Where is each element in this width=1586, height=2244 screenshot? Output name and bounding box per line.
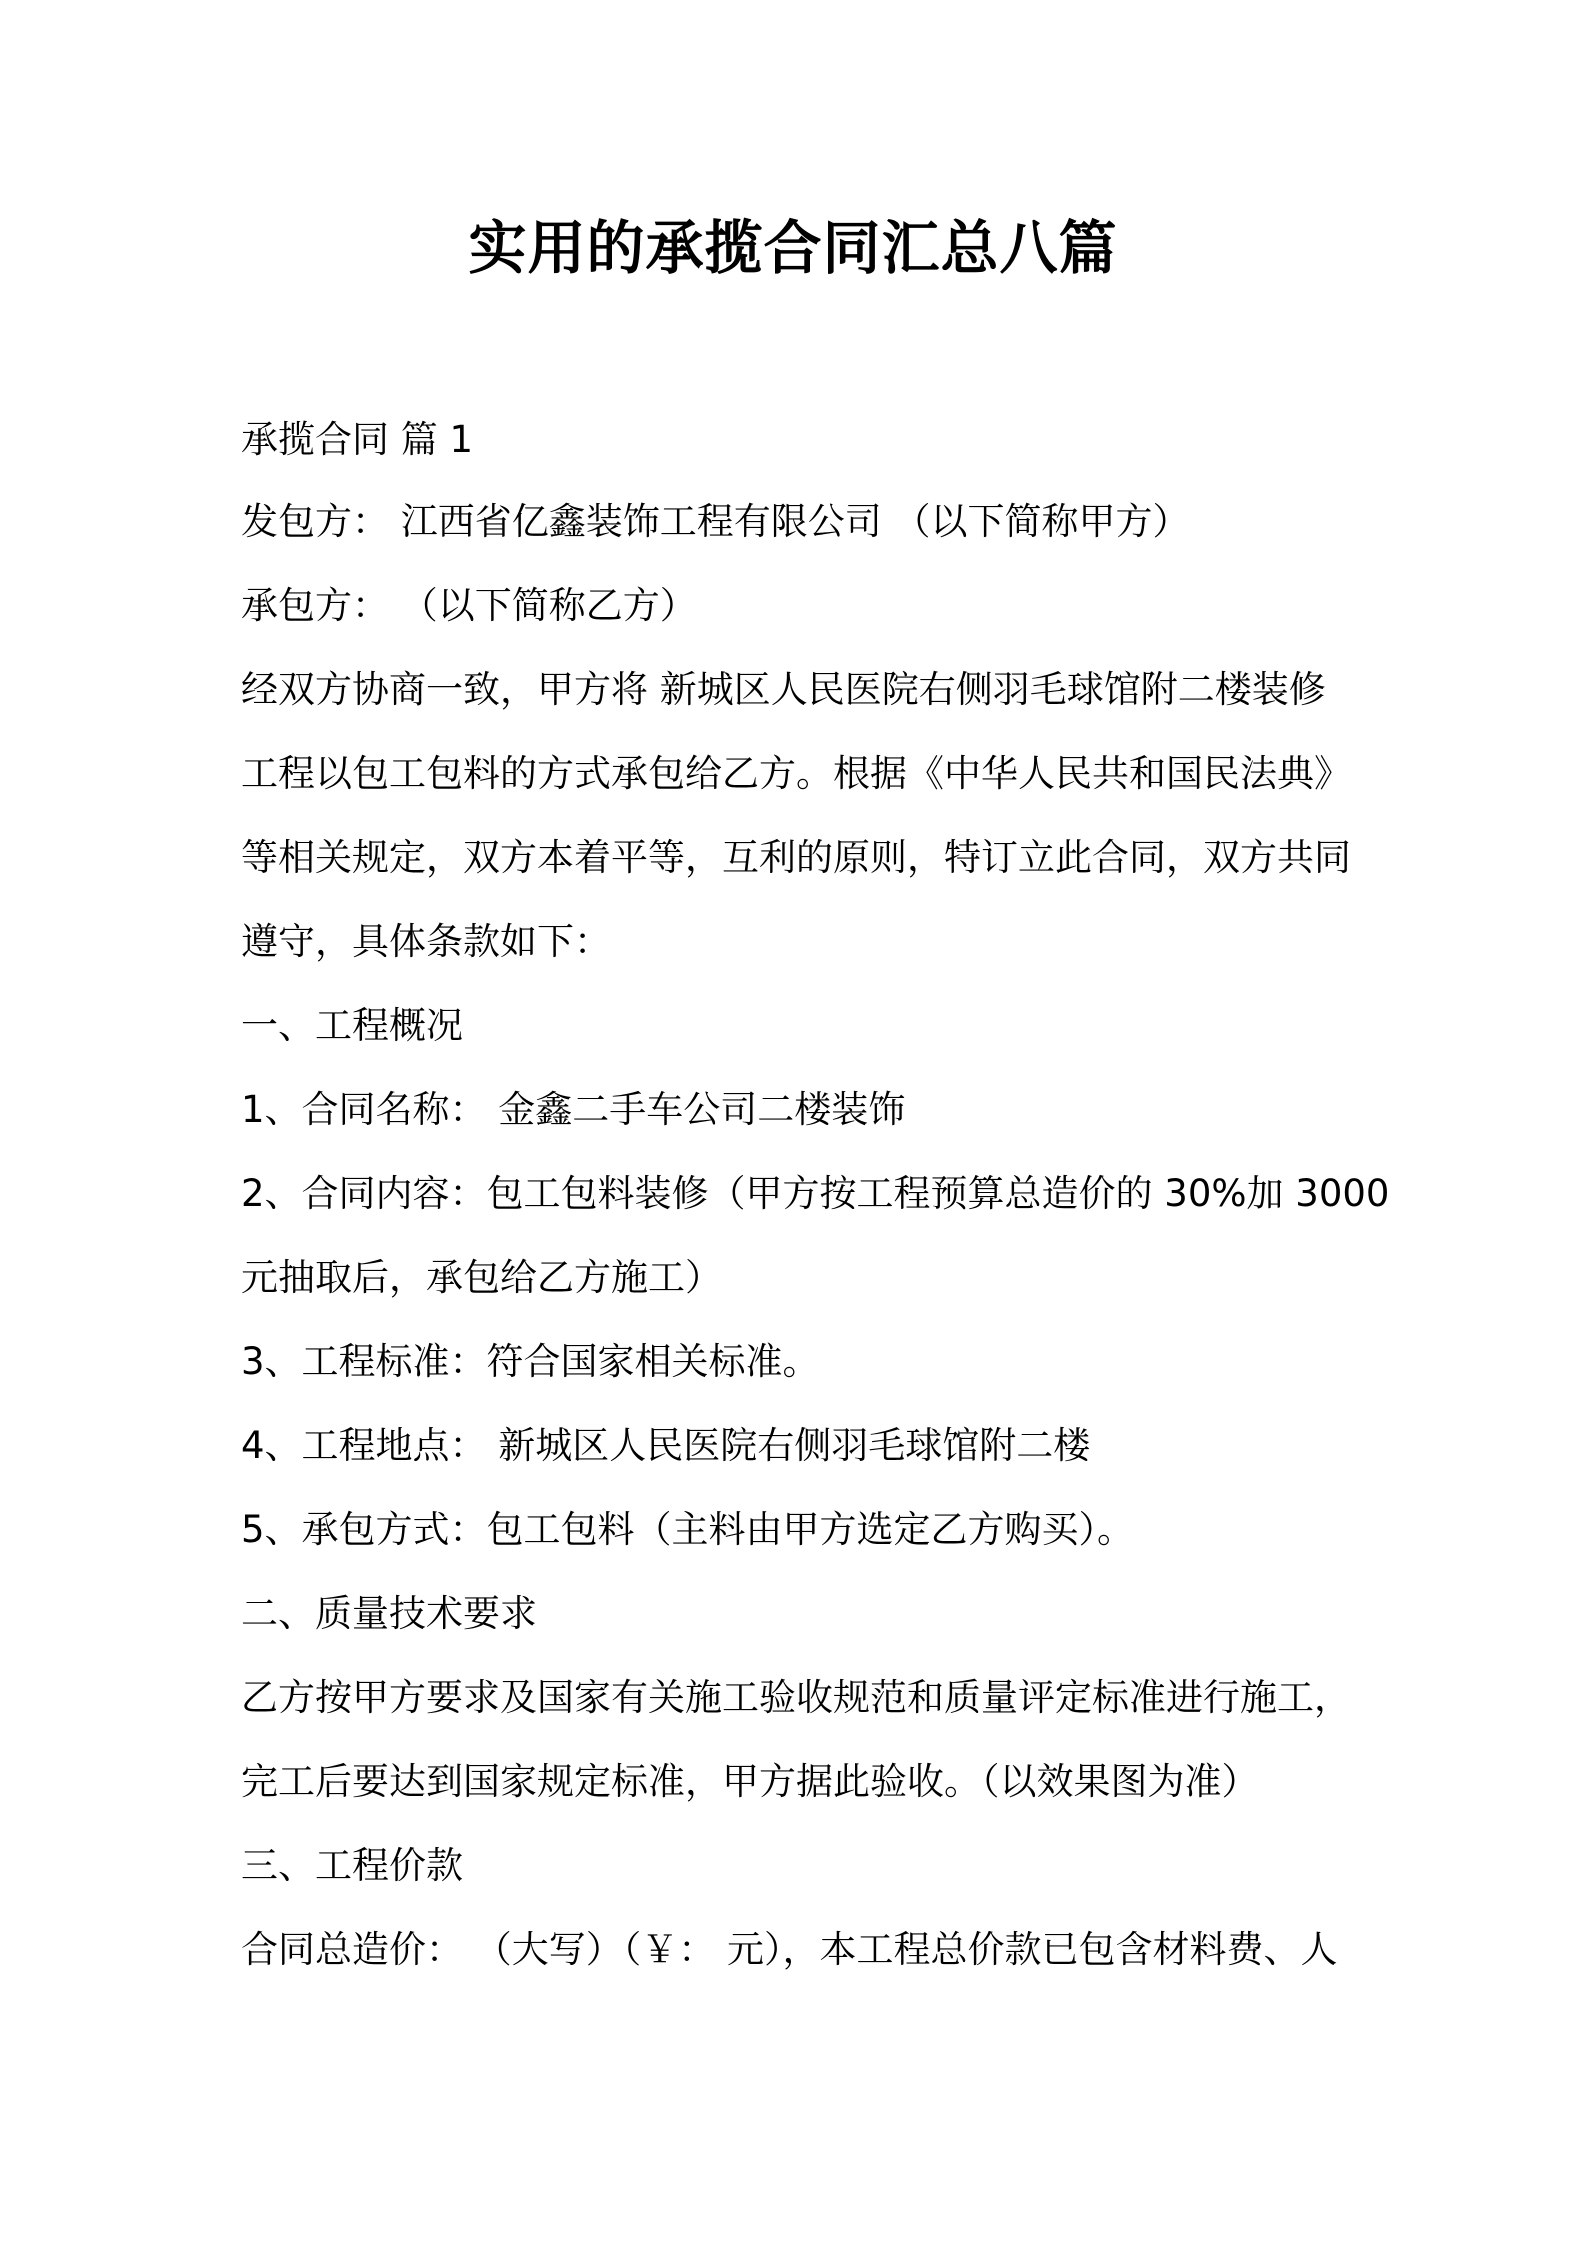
clause-project-standard: 3、工程标准：符合国家相关标准。 — [241, 1340, 820, 1383]
paragraph-line: 乙方按甲方要求及国家有关施工验收规范和质量评定标准进行施工， — [241, 1676, 1351, 1719]
paragraph-line: 工程以包工包料的方式承包给乙方。根据《中华人民共和国民法典》 — [241, 752, 1351, 795]
document-title: 实用的承揽合同汇总八篇 — [468, 214, 1118, 282]
paragraph-line: 遵守，具体条款如下： — [241, 920, 611, 963]
paragraph-line: 经双方协商一致，甲方将 新城区人民医院右侧羽毛球馆附二楼装修 — [241, 668, 1326, 711]
section-heading-contract-1: 承揽合同 篇 1 — [241, 418, 474, 461]
clause-contract-content: 2、合同内容：包工包料装修（甲方按工程预算总造价的 30%加 3000 — [241, 1172, 1390, 1215]
paragraph-line: 完工后要达到国家规定标准，甲方据此验收。（以效果图为准） — [241, 1760, 1259, 1803]
clause-contract-content-cont: 元抽取后，承包给乙方施工） — [241, 1256, 722, 1299]
document-body — [241, 400, 1390, 1992]
clause-contract-method: 5、承包方式：包工包料（主料由甲方选定乙方购买）。 — [241, 1508, 1135, 1551]
party-contractor-line: 承包方： （以下简称乙方） — [241, 584, 697, 627]
party-employer-line: 发包方： 江西省亿鑫装饰工程有限公司 （以下简称甲方） — [241, 500, 1190, 543]
section-heading-project-overview: 一、工程概况 — [241, 1004, 463, 1047]
paragraph-line: 等相关规定，双方本着平等，互利的原则，特订立此合同，双方共同 — [241, 836, 1351, 879]
clause-project-location: 4、工程地点： 新城区人民医院右侧羽毛球馆附二楼 — [241, 1424, 1091, 1467]
clause-contract-name: 1、合同名称： 金鑫二手车公司二楼装饰 — [241, 1088, 906, 1131]
clause-total-price: 合同总造价： （大写）（￥： 元），本工程总价款已包含材料费、人 — [241, 1928, 1338, 1971]
section-heading-quality: 二、质量技术要求 — [241, 1592, 537, 1635]
section-heading-price: 三、工程价款 — [241, 1844, 463, 1887]
